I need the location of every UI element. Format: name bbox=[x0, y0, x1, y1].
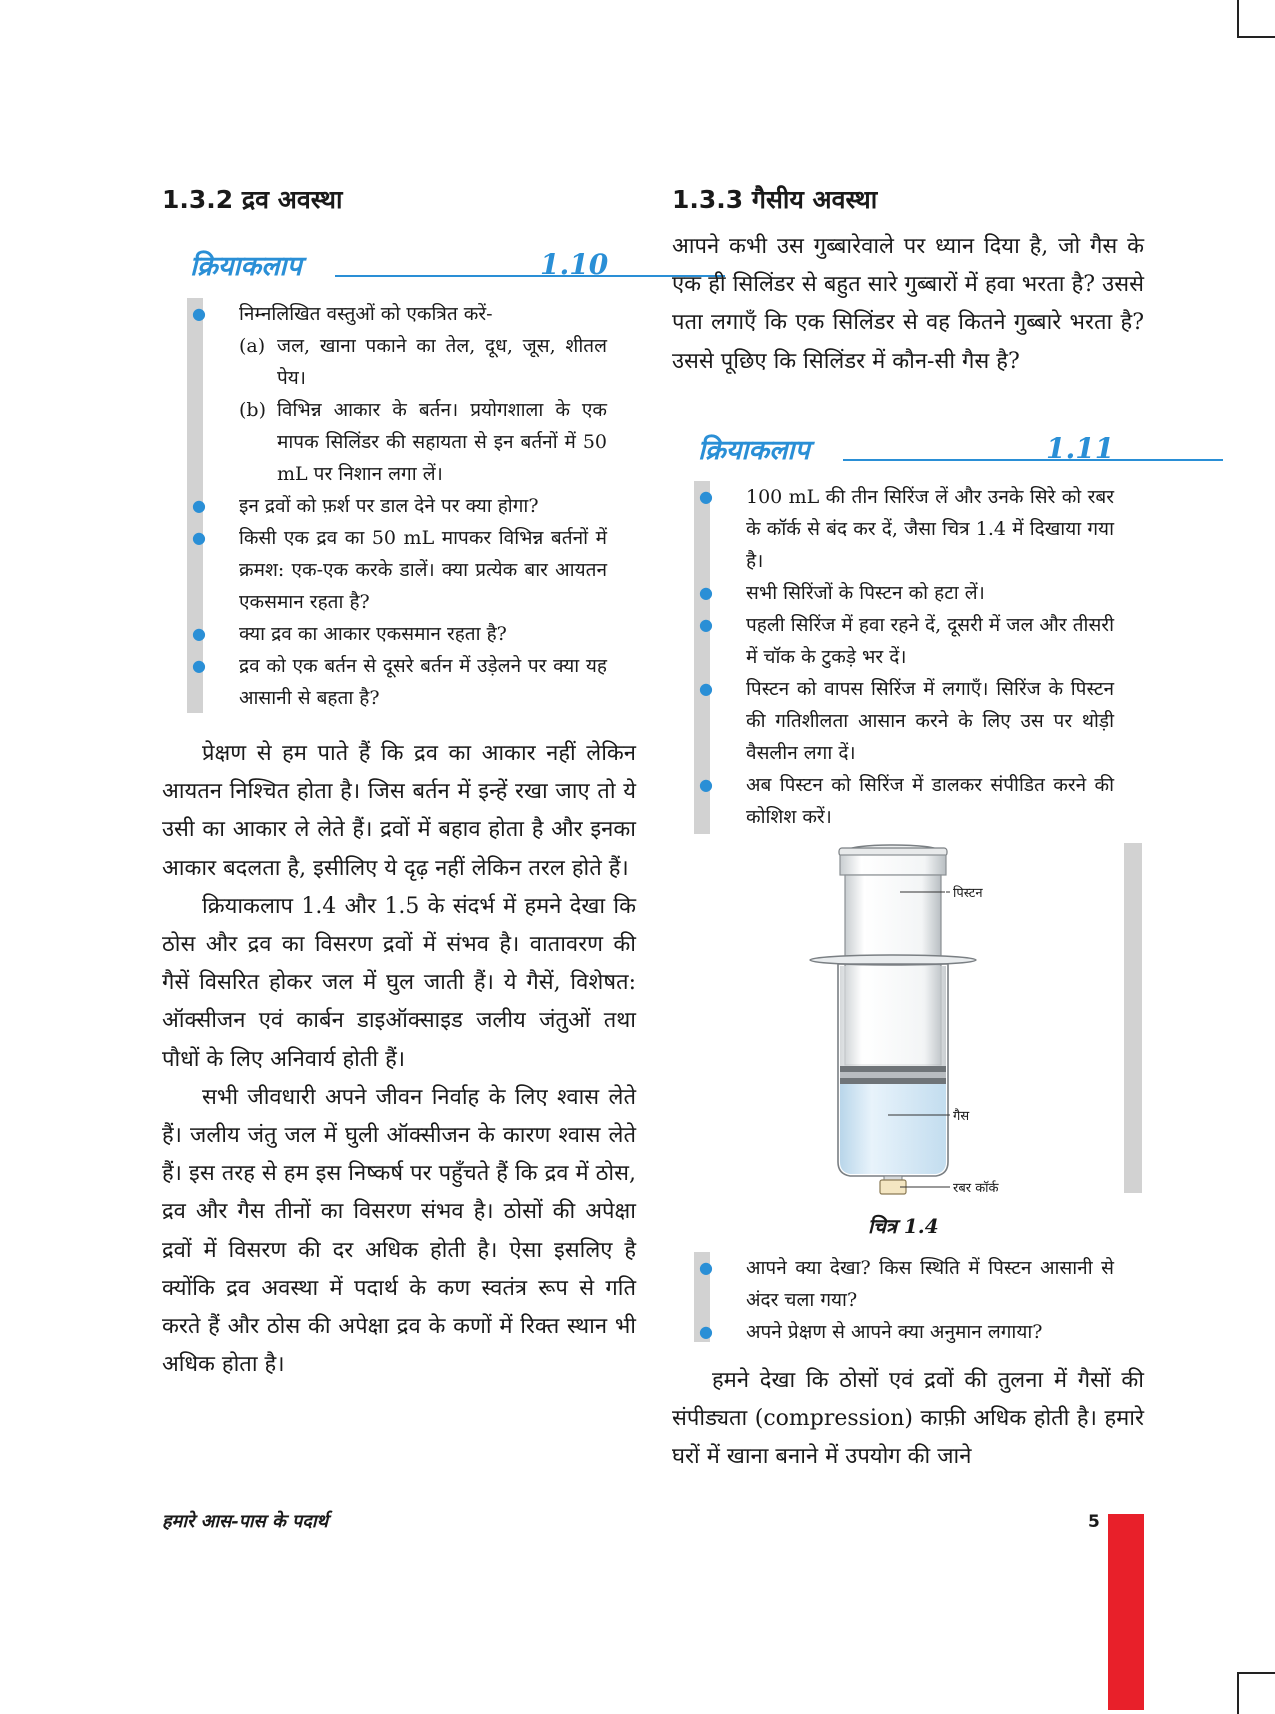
paragraph: हमने देखा कि ठोसों एवं द्रवों की तुलना में गैसों की संपीड्यता (compression) काफ़ी अधिक होती है। हमारे घरों में खाना बनाने में उपयोग की जाने bbox=[672, 1368, 1144, 1470]
cork-label: रबर कॉर्क bbox=[953, 1181, 999, 1196]
activity-heading-1-10 bbox=[190, 246, 610, 286]
paragraph: प्रेक्षण से हम पाते हैं कि द्रव का आकार नहीं लेकिन आयतन निश्चित होता है। जिस बर्तन में इन्हें रखा जाए तो ये उसी का आकार ले लेते हैं। द्रवों में बहाव होता है और इनका आकार बदलता है, इसीलिए ये दृढ़ नहीं लेकिन तरल होते हैं। bbox=[162, 741, 636, 881]
right-closing-text bbox=[672, 1362, 1144, 1477]
paragraph: आपने कभी उस गुब्बारेवाले पर ध्यान दिया है, जो गैस के एक ही सिलिंडर से बहुत सारे गुब्बारों में हवा भरता है? उससे पता लगाएँ कि एक सिलिंडर से वह कितने गुब्बारे भरता है? उससे पूछिए कि सिलिंडर में कौन-सी गैस है? bbox=[672, 234, 1144, 374]
list-item: ● आपने क्या देखा? किस स्थिति में पिस्टन आसानी से अंदर चला गया? bbox=[694, 1252, 1114, 1316]
paragraph: क्रियाकलाप 1.4 और 1.5 के संदर्भ में हमने देखा कि ठोस और द्रव का विसरण द्रवों में संभव है। वातावरण की गैसें विसरित होकर जल में घुल जाती हैं। ये गैसें, विशेषत: ऑक्सीजन एवं कार्बन डाइऑक्साइड जलीय जंतुओं तथा पौधों के लिए अनिवार्य होती हैं। bbox=[162, 893, 636, 1072]
piston-seal bbox=[840, 1066, 946, 1084]
list-item: ● पिस्टन को वापस सिरिंज में लगाएँ। सिरिंज के पिस्टन की गतिशीलता आसान करने के लिए उस पर थोड़ी वैसलीन लगा दें। bbox=[694, 673, 1114, 769]
list-subitem: (a) जल, खाना पकाने का तेल, दूध, जूस, शीतल पेय। bbox=[239, 335, 607, 389]
list-item: ● किसी एक द्रव का 50 mL मापकर विभिन्न बर्तनों में क्रमश: एक-एक करके डालें। क्या प्रत्येक बार आयतन एकसमान रहता है? bbox=[187, 522, 607, 618]
activity-box-1-11 bbox=[694, 481, 1114, 834]
section-heading-gas: 1.3.3 गैसीय अवस्था bbox=[672, 185, 878, 214]
list-item: ● 100 mL की तीन सिरिंज लें और उनके सिरे को रबर के कॉर्क से बंद कर दें, जैसा चित्र 1.4 में दिखाया गया है। bbox=[694, 481, 1114, 577]
activity-heading-rule bbox=[335, 275, 725, 277]
section-heading-liquid: 1.3.2 द्रव अवस्था bbox=[162, 185, 343, 214]
list-item: ● क्या द्रव का आकार एकसमान रहता है? bbox=[187, 618, 607, 650]
list-item: ● अपने प्रेक्षण से आपने क्या अनुमान लगाया? bbox=[694, 1316, 1114, 1348]
gas-region bbox=[840, 1084, 946, 1174]
list-subitem: (b) विभिन्न आकार के बर्तन। प्रयोगशाला के एक मापक सिलिंडर की सहायता से इन बर्तनों में 50 mL पर निशान लगा लें। bbox=[239, 399, 607, 485]
figure-caption: चित्र 1.4 bbox=[868, 1214, 939, 1238]
list-item: ● सभी सिरिंजों के पिस्टन को हटा लें। bbox=[694, 577, 1114, 609]
paragraph: सभी जीवधारी अपने जीवन निर्वाह के लिए श्वास लेते हैं। जलीय जंतु जल में घुली ऑक्सीजन के कारण श्वास लेते हैं। इस तरह से हम इस निष्कर्ष पर पहुँचते हैं कि द्रव में ठोस, द्रव और गैस तीनों का विसरण संभव है। ठोसों की अपेक्षा द्रवों में विसरण की दर अधिक होती है। ऐसा इसलिए है क्योंकि द्रव अवस्था में पदार्थ के कण स्वतंत्र रूप से गति करते हैं और ठोस की अपेक्षा द्रव के कणों में रिक्त स्थान भी अधिक होता है। bbox=[162, 1084, 636, 1378]
list-item: ● निम्नलिखित वस्तुओं को एकत्रित करें- bbox=[187, 298, 607, 330]
bullet-icon: ● bbox=[699, 775, 713, 794]
question-list bbox=[694, 1252, 1114, 1348]
activity-list bbox=[187, 298, 607, 714]
activity-heading-rule bbox=[843, 459, 1223, 461]
right-intro-text bbox=[672, 228, 1144, 381]
figure-side-bar bbox=[1124, 843, 1142, 1193]
bullet-icon: ● bbox=[192, 528, 206, 547]
left-body-text bbox=[162, 735, 636, 1384]
list-item: ● इन द्रवों को फ़र्श पर डाल देने पर क्या होगा? bbox=[187, 490, 607, 522]
activity-heading-1-11 bbox=[698, 430, 1118, 470]
activity-label: क्रियाकलाप bbox=[698, 435, 810, 466]
bullet-icon: ● bbox=[192, 624, 206, 643]
bullet-icon: ● bbox=[699, 615, 713, 634]
gas-label: गैस bbox=[953, 1109, 970, 1124]
piston-label: पिस्टन bbox=[953, 886, 983, 901]
activity-number: 1.10 bbox=[540, 248, 609, 281]
activity-list bbox=[694, 481, 1114, 833]
activity-box-1-10 bbox=[187, 298, 607, 713]
crop-mark-bottom-right bbox=[1237, 1672, 1275, 1714]
page-edge-tab bbox=[1108, 1514, 1144, 1710]
activity-label: क्रियाकलाप bbox=[190, 251, 302, 282]
questions-box bbox=[694, 1252, 1114, 1342]
bullet-icon: ● bbox=[699, 1258, 713, 1277]
syringe-figure bbox=[800, 840, 1050, 1200]
bullet-icon: ● bbox=[699, 1322, 713, 1341]
activity-number: 1.11 bbox=[1046, 432, 1115, 465]
bullet-icon: ● bbox=[192, 656, 206, 675]
bullet-icon: ● bbox=[192, 304, 206, 323]
list-item: ● अब पिस्टन को सिरिंज में डालकर संपीडित करने की कोशिश करें। bbox=[694, 769, 1114, 833]
bullet-icon: ● bbox=[192, 496, 206, 515]
list-item: ● द्रव को एक बर्तन से दूसरे बर्तन में उड़ेलने पर क्या यह आसानी से बहता है? bbox=[187, 650, 607, 714]
footer-book-title: हमारे आस-पास के पदार्थ bbox=[162, 1511, 329, 1532]
crop-mark-top-right bbox=[1237, 0, 1275, 38]
bullet-icon: ● bbox=[699, 487, 713, 506]
bullet-icon: ● bbox=[699, 679, 713, 698]
list-item: ● पहली सिरिंज में हवा रहने दें, दूसरी में जल और तीसरी में चॉक के टुकड़े भर दें। bbox=[694, 609, 1114, 673]
bullet-icon: ● bbox=[699, 583, 713, 602]
page-number: 5 bbox=[1088, 1512, 1100, 1532]
